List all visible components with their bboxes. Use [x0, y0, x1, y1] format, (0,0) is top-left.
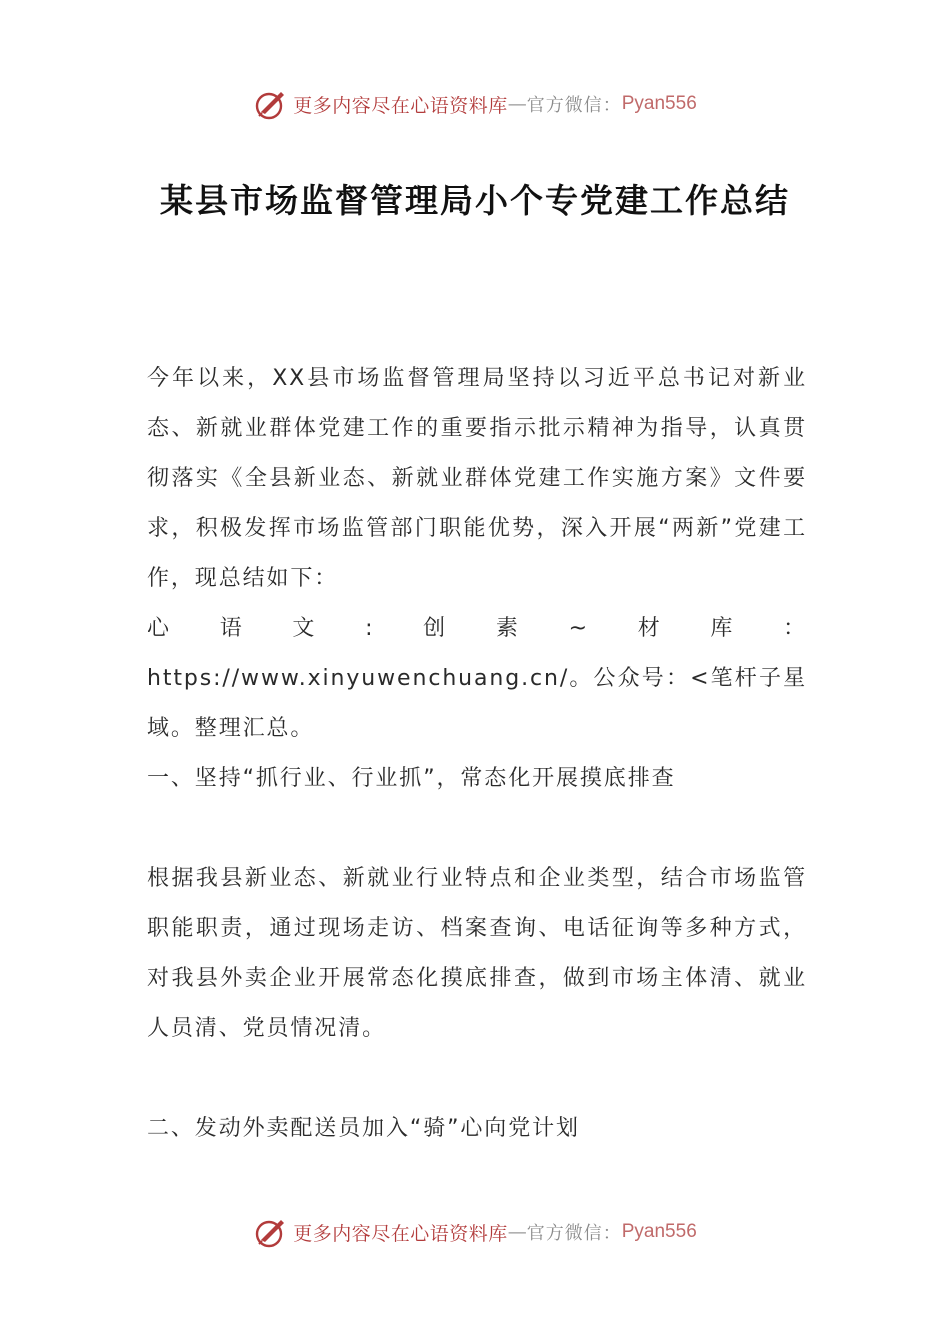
wechat-label: 官方微信：	[526, 95, 622, 116]
wechat-id: Pyan556	[621, 1221, 697, 1242]
quill-logo-icon	[253, 86, 289, 122]
promo-text: 更多内容尽在心语资料库	[293, 94, 508, 117]
section-heading-2: 二、发动外卖配送员加入“骑”心向党计划	[147, 1116, 580, 1141]
header-watermark-banner	[0, 84, 950, 124]
document-body	[147, 354, 807, 1154]
wechat-id: Pyan556	[621, 93, 697, 114]
quill-logo-icon	[253, 1214, 289, 1250]
promo-text: 更多内容尽在心语资料库	[293, 1222, 508, 1245]
section-1-paragraph: 根据我县新业态、新就业行业特点和企业类型，结合市场监管职能职责，通过现场走访、档案查询、电话征询等多种方式，对我县外卖企业开展常态化摸底排查，做到市场主体清、就业人员清、党员情况清。	[147, 866, 807, 1041]
promo-separator: —	[507, 93, 527, 115]
source-note-paragraph: 心语文:创素~材库：https://www.xinyuwenchuang.cn/。公众号：<笔杆子星域。整理汇总。	[147, 616, 807, 741]
promo-separator: —	[507, 1221, 527, 1243]
intro-paragraph: 今年以来，XX县市场监督管理局坚持以习近平总书记对新业态、新就业群体党建工作的重要指示批示精神为指导，认真贯彻落实《全县新业态、新就业群体党建工作实施方案》文件要求，积极发挥市场监管部门职能优势，深入开展“两新”党建工作，现总结如下：	[147, 366, 807, 591]
footer-watermark-banner	[0, 1212, 950, 1252]
document-title: 某县市场监督管理局小个专党建工作总结	[160, 181, 790, 220]
section-heading-1: 一、坚持“抓行业、行业抓”，常态化开展摸底排查	[147, 766, 676, 791]
wechat-label: 官方微信：	[526, 1223, 622, 1244]
